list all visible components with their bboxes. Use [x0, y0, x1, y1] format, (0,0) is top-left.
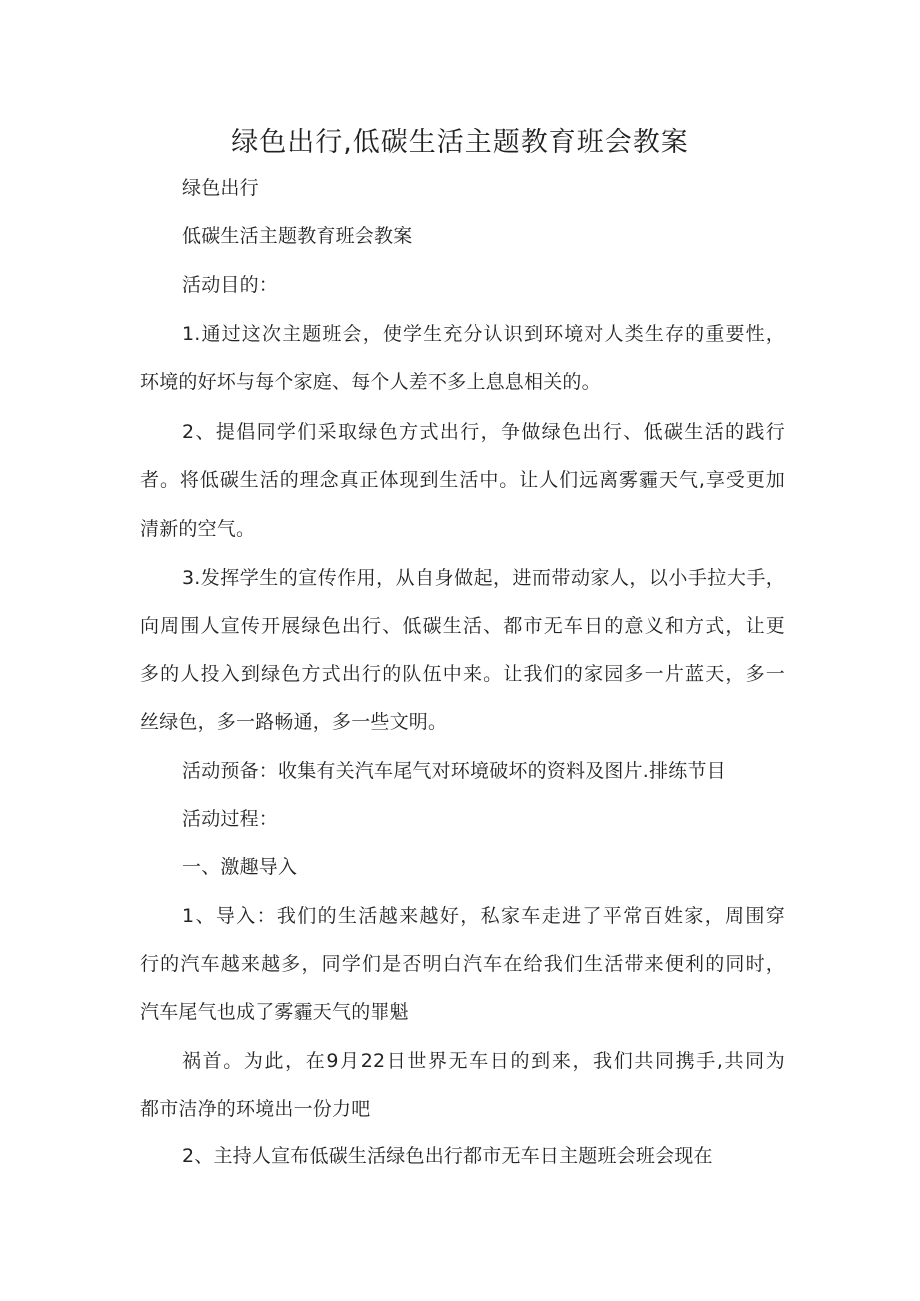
paragraph-line: 2、主持人宣布低碳生活绿色出行都市无车日主题班会班会现在	[182, 1145, 713, 1167]
section-heading-purpose: 活动目的：	[182, 274, 279, 296]
paragraph-line: 活动预备：收集有关汽车尾气对环境破坏的资料及图片.排练节目	[182, 760, 726, 782]
paragraph-line: 1.通过这次主题班会，使学生充分认识到环境对人类生存的重要性，	[182, 323, 785, 345]
paragraph-line: 3.发挥学生的宣传作用，从自身做起，进而带动家人，以小手拉大手，	[182, 567, 785, 589]
paragraph-line: 祸首。为此，在9月22日世界无车日的到来，我们共同携手,共同为	[182, 1050, 785, 1072]
paragraph-line: 汽车尾气也成了雾霾天气的罪魁	[140, 1001, 409, 1023]
paragraph-line: 向周围人宣传开展绿色出行、低碳生活、都市无车日的意义和方式，让更	[140, 615, 785, 637]
paragraph-line: 丝绿色，多一路畅通，多一些文明。	[140, 711, 448, 733]
paragraph-line: 1、导入：我们的生活越来越好，私家车走进了平常百姓家，周围穿	[182, 905, 785, 927]
paragraph-line: 多的人投入到绿色方式出行的队伍中来。让我们的家园多一片蓝天，多一	[140, 663, 785, 685]
section-heading-process: 活动过程：	[182, 808, 279, 830]
paragraph-line: 者。将低碳生活的理念真正体现到生活中。让人们远离雾霾天气,享受更加	[140, 469, 785, 491]
paragraph-line: 都市洁净的环境出一份力吧	[140, 1098, 371, 1120]
paragraph-line: 环境的好坏与每个家庭、每个人差不多上息息相关的。	[140, 371, 601, 393]
section-heading-intro: 一、激趣导入	[182, 856, 298, 878]
paragraph-line: 2、提倡同学们采取绿色方式出行，争做绿色出行、低碳生活的践行	[182, 421, 785, 443]
paragraph-line: 行的汽车越来越多，同学们是否明白汽车在给我们生活带来便利的同时，	[140, 953, 785, 975]
subtitle-line-1: 绿色出行	[182, 177, 259, 199]
document-title: 绿色出行,低碳生活主题教育班会教案	[231, 127, 689, 158]
paragraph-line: 清新的空气。	[140, 518, 256, 540]
subtitle-line-2: 低碳生活主题教育班会教案	[182, 225, 413, 247]
